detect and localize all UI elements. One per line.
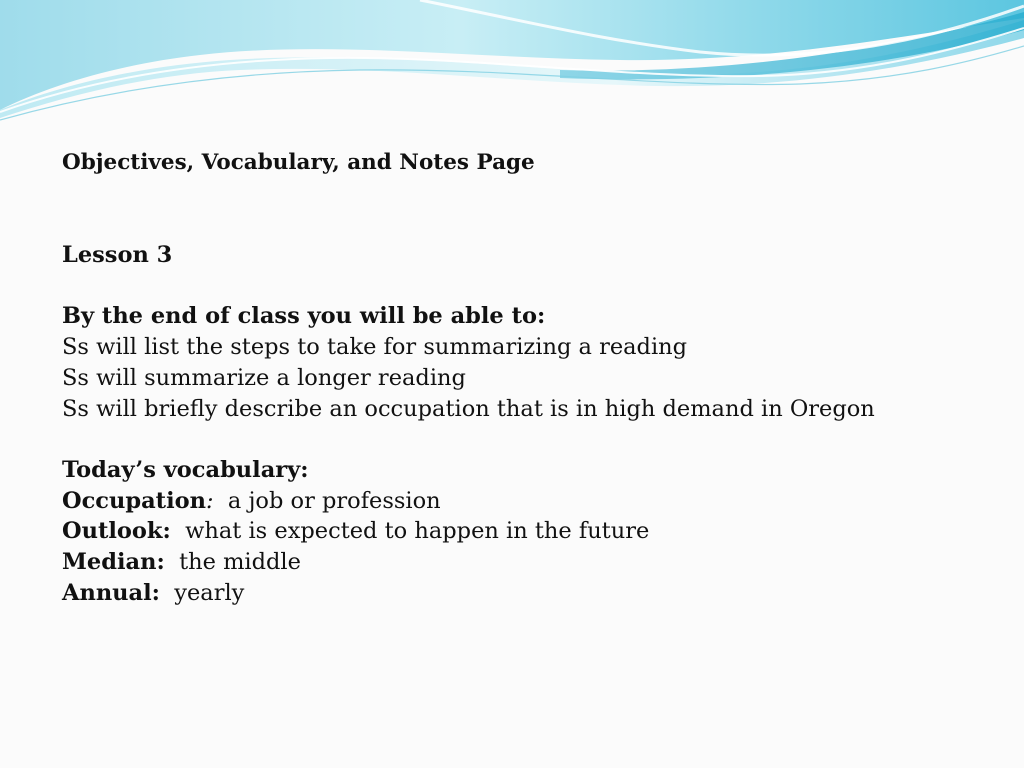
- spacer: [62, 424, 962, 455]
- vocabulary-item: [62, 547, 962, 578]
- vocabulary-term: Occupation: [62, 487, 206, 514]
- vocabulary-definition: yearly: [174, 579, 245, 606]
- spacer: [62, 179, 962, 240]
- vocabulary-item: [62, 486, 962, 517]
- objective-item: Ss will list the steps to take for summarizing a reading: [62, 334, 688, 361]
- objectives-heading: By the end of class you will be able to:: [62, 303, 546, 330]
- objective-item: Ss will summarize a longer reading: [62, 364, 466, 391]
- slide-content: [62, 148, 962, 608]
- vocabulary-definition: the middle: [179, 548, 301, 575]
- slide-title: Objectives, Vocabulary, and Notes Page: [62, 150, 535, 175]
- vocabulary-item: [62, 578, 962, 609]
- vocabulary-term: Annual:: [62, 579, 160, 606]
- vocabulary-definition: what is expected to happen in the future: [185, 518, 650, 545]
- vocabulary-heading: Today’s vocabulary:: [62, 456, 309, 483]
- vocabulary-item: [62, 516, 962, 547]
- spacer: [62, 271, 962, 302]
- lesson-label: Lesson 3: [62, 242, 173, 269]
- objective-item: Ss will briefly describe an occupation that is in high demand in Oregon: [62, 395, 875, 422]
- vocabulary-term: Median:: [62, 548, 165, 575]
- vocabulary-term: Outlook:: [62, 518, 171, 545]
- vocabulary-colon: :: [205, 487, 214, 514]
- vocabulary-definition: a job or profession: [227, 487, 441, 514]
- header-wave-decoration: [0, 0, 1024, 130]
